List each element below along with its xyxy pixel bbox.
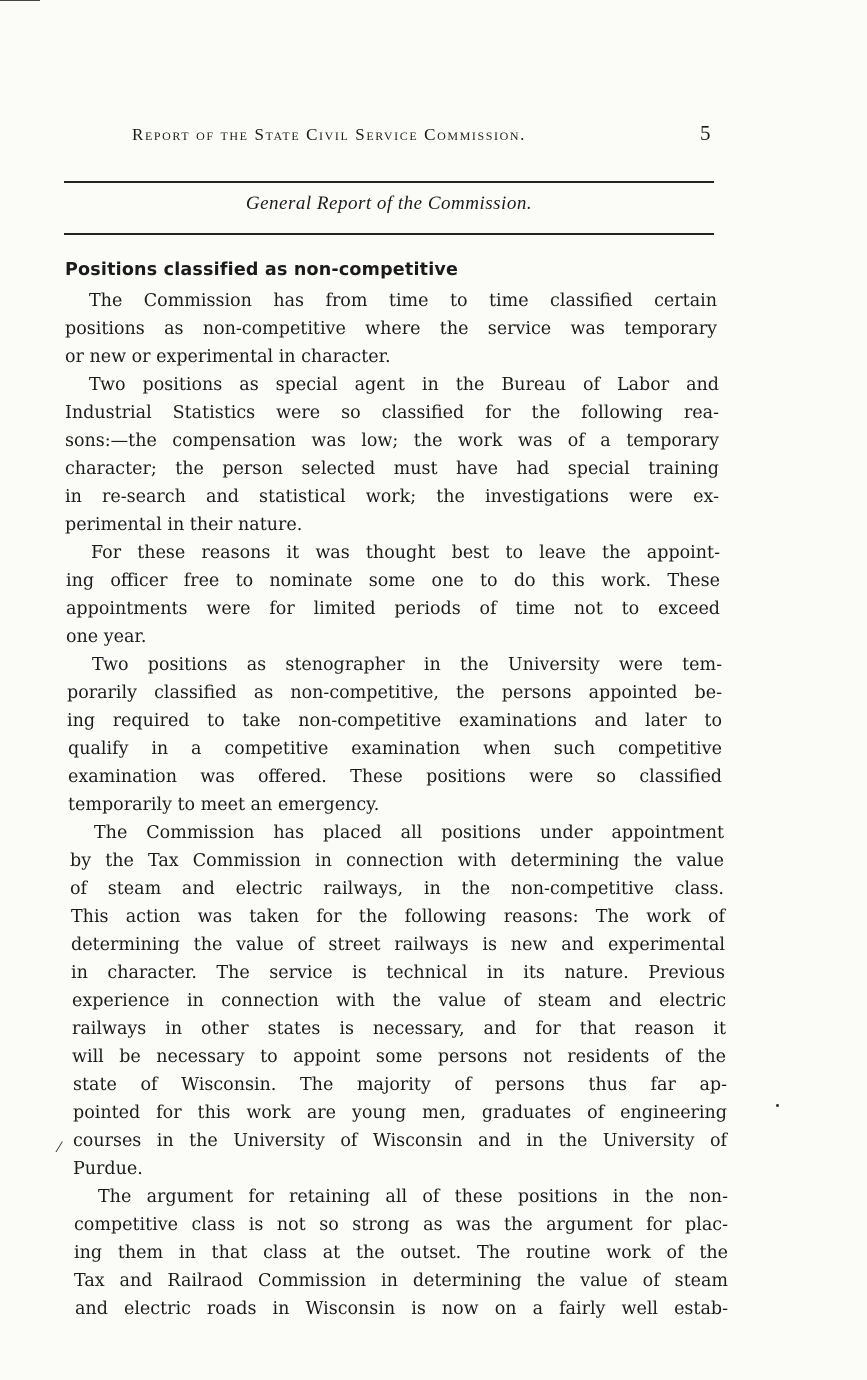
text-line: Industrial Statistics were so classified for the following rea-	[65, 403, 719, 423]
text-line: and electric roads in Wisconsin is now on a fairly well estab-	[75, 1299, 728, 1319]
text-line: porarily classified as non-competitive, the persons appointed be-	[67, 683, 722, 703]
page-number: 5	[700, 121, 711, 145]
text-line: perimental in their nature.	[65, 515, 303, 535]
text-line: of steam and electric railways, in the non-competitive class.	[70, 879, 724, 899]
text-line: positions as non-competitive where the service was temporary	[65, 319, 717, 339]
text-line: Two positions as special agent in the Bureau of Labor and	[89, 375, 719, 395]
text-line: one year.	[66, 627, 147, 647]
text-line: sons:—the compensation was low; the work was of a temporary	[65, 431, 719, 451]
corner-rule	[0, 0, 40, 1]
text-line: character; the person selected must have had special training	[65, 459, 719, 479]
text-line: determining the value of street railways is new and experimental	[71, 935, 725, 955]
text-line: state of Wisconsin. The majority of persons thus far ap-	[73, 1075, 727, 1095]
text-line: The argument for retaining all of these positions in the non-	[98, 1187, 728, 1207]
text-line: railways in other states is necessary, and for that reason it	[72, 1019, 726, 1039]
text-line: in re-search and statistical work; the investigations were ex-	[65, 487, 719, 507]
text-line: in character. The service is technical in its nature. Previous	[71, 963, 725, 983]
stray-ink-dot	[776, 1104, 779, 1107]
text-line: or new or experimental in character.	[65, 347, 391, 367]
header-rule-top	[64, 181, 714, 183]
running-head: Report of the State Civil Service Commission.	[132, 125, 527, 144]
text-line: courses in the University of Wisconsin and in the University of	[73, 1131, 727, 1151]
margin-tick-mark: ⁄	[58, 1140, 61, 1156]
text-line: The Commission has placed all positions under appointment	[94, 823, 724, 843]
text-line: qualify in a competitive examination when such competitive	[68, 739, 722, 759]
section-heading: Positions classified as non-competitive	[65, 260, 459, 280]
text-line: examination was offered. These positions were so classified	[68, 767, 722, 787]
text-line: The Commission has from time to time classified certain	[89, 291, 717, 311]
text-line: Purdue.	[73, 1159, 143, 1179]
text-line: temporarily to meet an emergency.	[68, 795, 380, 815]
text-line: This action was taken for the following reasons: The work of	[71, 907, 725, 927]
text-line: by the Tax Commission in connection with determining the value	[70, 851, 724, 871]
text-line: For these reasons it was thought best to leave the appoint-	[91, 543, 720, 563]
text-line: appointments were for limited periods of time not to exceed	[66, 599, 720, 619]
text-line: Tax and Railraod Commission in determining the value of steam	[74, 1271, 728, 1291]
text-line: Two positions as stenographer in the University were tem-	[92, 655, 722, 675]
text-line: pointed for this work are young men, graduates of engineering	[73, 1103, 727, 1123]
text-line: competitive class is not so strong as was the argument for plac-	[74, 1215, 728, 1235]
section-subhead: General Report of the Commission.	[245, 193, 533, 214]
text-line: ing officer free to nominate some one to do this work. These	[66, 571, 720, 591]
text-line: experience in connection with the value of steam and electric	[72, 991, 726, 1011]
text-line: ing them in that class at the outset. The routine work of the	[74, 1243, 728, 1263]
text-line: will be necessary to appoint some persons not residents of the	[72, 1047, 726, 1067]
header-rule-bottom	[64, 233, 714, 235]
text-line: ing required to take non-competitive examinations and later to	[67, 711, 722, 731]
